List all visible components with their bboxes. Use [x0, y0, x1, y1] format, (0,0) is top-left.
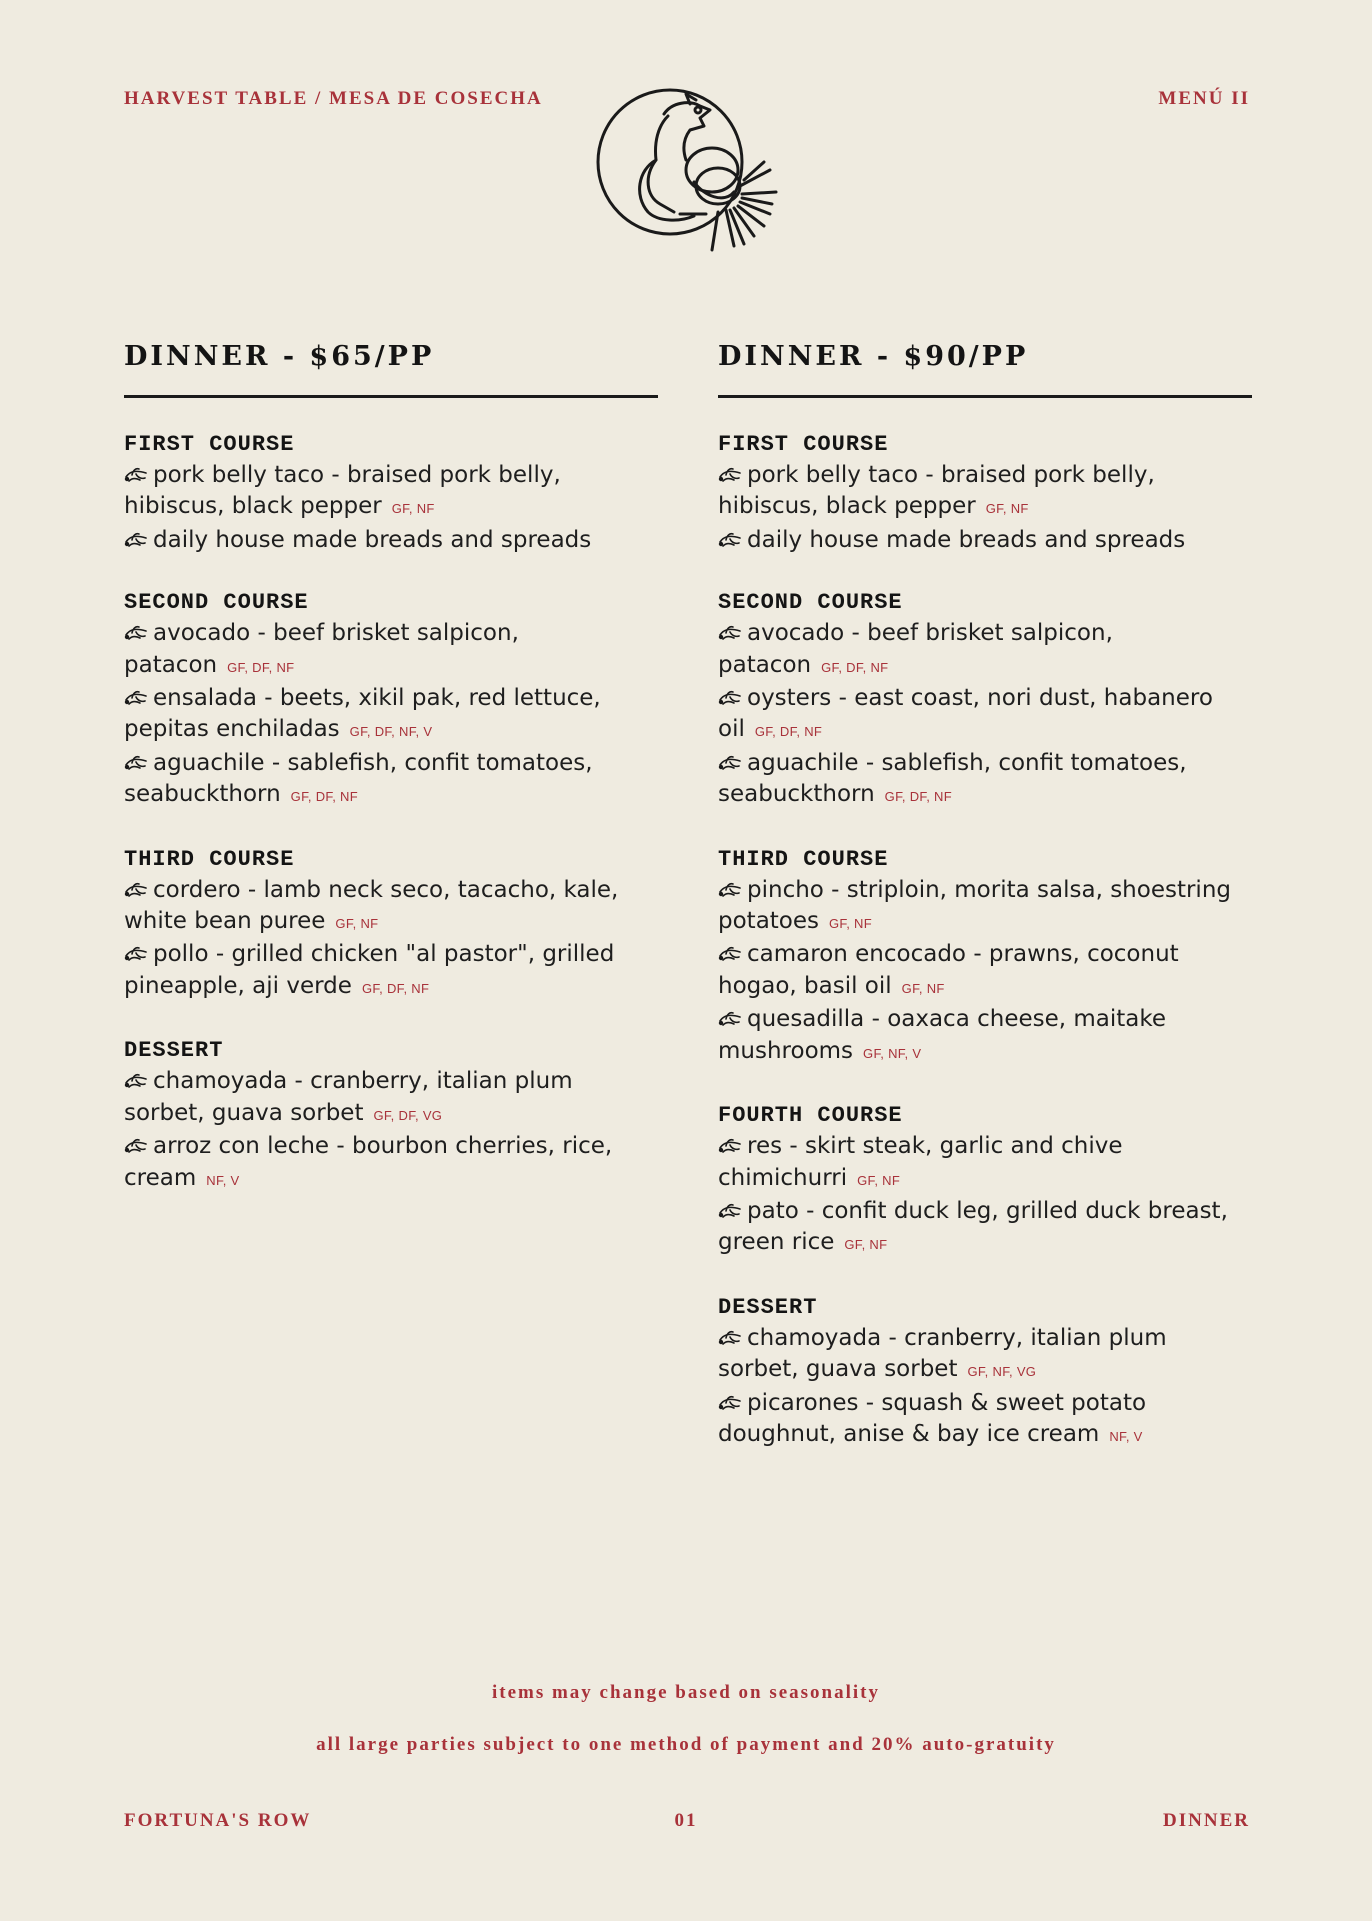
dietary-tags: GF, NF: [335, 916, 379, 932]
course-title: FOURTH COURSE: [718, 1103, 903, 1129]
leaf-bullet-icon: [718, 531, 742, 549]
menu-item-text: avocado - beef brisket salpicon, patacon: [718, 620, 1113, 678]
menu-column-65: [124, 340, 658, 1228]
leaf-bullet-icon: [718, 945, 742, 963]
menu-item: [718, 1196, 1252, 1261]
menu-item-text: pincho - striploin, morita salsa, shoestring potatoes: [718, 876, 1231, 935]
course-section: [124, 845, 658, 1005]
menu-item-text: oysters - east coast, nori dust, habanero oil: [718, 685, 1213, 743]
menu-title: DINNER - $65/PP: [124, 341, 435, 372]
course-section: [718, 1293, 1252, 1453]
dietary-tags: GF, NF, VG: [967, 1364, 1037, 1380]
course-section: [124, 1036, 658, 1196]
header-left-title: HARVEST TABLE / MESA DE COSECHA: [124, 88, 543, 109]
dietary-tags: GF, DF, NF, V: [349, 724, 433, 740]
dietary-tags: GF, NF: [901, 980, 945, 996]
seasonality-note: items may change based on seasonality: [491, 1682, 881, 1703]
menu-item-text: pork belly taco - braised pork belly, hibiscus, black pepper: [718, 462, 1155, 520]
leaf-bullet-icon: [124, 1137, 148, 1155]
menu-item-text: pollo - grilled chicken "al pastor", grilled pineapple, aji verde: [124, 941, 615, 999]
fox-emblem-icon: [594, 86, 780, 260]
footer-section-label: DINNER: [1163, 1810, 1250, 1831]
dietary-tags: GF, NF: [391, 501, 435, 517]
dietary-tags: GF, DF, NF: [361, 980, 430, 996]
menu-item-text: daily house made breads and spreads: [153, 526, 592, 553]
menu-item: [718, 1323, 1252, 1388]
menu-item-text: res - skirt steak, garlic and chive chimichurri: [718, 1133, 1123, 1191]
header-right-label: MENÚ II: [1158, 88, 1250, 109]
leaf-bullet-icon: [718, 881, 742, 899]
menu-item-text: quesadilla - oaxaca cheese, maitake mushrooms: [718, 1006, 1167, 1064]
menu-item: [124, 939, 658, 1004]
menu-title: DINNER - $90/PP: [718, 341, 1029, 372]
dietary-tags: NF, V: [1109, 1428, 1143, 1444]
course-title: SECOND COURSE: [718, 590, 903, 616]
course-section: [718, 588, 1252, 812]
course-section: [718, 1101, 1252, 1261]
dietary-tags: GF, NF: [985, 501, 1029, 517]
menu-item: [718, 618, 1252, 683]
course-title: THIRD COURSE: [718, 846, 889, 872]
dietary-tags: GF, DF, NF: [227, 659, 295, 675]
dietary-tags: GF, NF: [844, 1237, 888, 1253]
dietary-tags: GF, DF, NF: [821, 659, 889, 675]
dietary-tags: GF, NF, V: [863, 1045, 922, 1061]
menu-item-text: chamoyada - cranberry, italian plum sorbet, guava sorbet: [124, 1068, 573, 1126]
leaf-bullet-icon: [718, 1010, 742, 1028]
menu-item-text: chamoyada - cranberry, italian plum sorbet, guava sorbet: [718, 1324, 1167, 1383]
dietary-tags: GF, DF, NF: [754, 724, 823, 740]
menu-item-text: aguachile - sablefish, confit tomatoes, seabuckthorn: [124, 749, 593, 808]
course-section: [124, 430, 658, 556]
course-title: DESSERT: [124, 1038, 224, 1064]
footer-restaurant-name: FORTUNA'S ROW: [124, 1810, 312, 1831]
title-divider: [718, 395, 1252, 398]
dietary-tags: GF, DF, NF: [290, 789, 358, 805]
leaf-bullet-icon: [718, 1394, 742, 1412]
leaf-bullet-icon: [718, 1137, 742, 1155]
leaf-bullet-icon: [124, 1072, 148, 1090]
footer-page-number: 01: [674, 1810, 698, 1831]
menu-item: [124, 460, 658, 525]
leaf-bullet-icon: [718, 1202, 742, 1220]
title-divider: [124, 395, 658, 398]
menu-item-text: picarones - squash & sweet potato doughnut, anise & bay ice cream: [718, 1389, 1147, 1447]
menu-item: [718, 1131, 1252, 1196]
dietary-tags: GF, DF, NF: [884, 789, 952, 805]
menu-item: [718, 1004, 1252, 1069]
course-list: [124, 430, 658, 1196]
leaf-bullet-icon: [718, 1329, 742, 1347]
menu-item-text: aguachile - sablefish, confit tomatoes, seabuckthorn: [718, 749, 1187, 808]
menu-item: [718, 460, 1252, 525]
menu-item-text: avocado - beef brisket salpicon, patacon: [124, 620, 519, 678]
leaf-bullet-icon: [718, 624, 742, 642]
course-title: FIRST COURSE: [718, 432, 889, 457]
menu-item: [718, 875, 1252, 940]
course-list: [718, 430, 1252, 1452]
leaf-bullet-icon: [718, 689, 742, 707]
menu-item: [718, 525, 1252, 556]
menu-item: [124, 875, 658, 940]
menu-item: [124, 1131, 658, 1196]
menu-item-text: ensalada - beets, xikil pak, red lettuce, pepitas enchiladas: [124, 685, 601, 743]
menu-item-text: camaron encocado - prawns, coconut hogao, basil oil: [718, 941, 1179, 999]
menu-item: [124, 1066, 658, 1131]
course-section: [124, 588, 658, 812]
menu-item: [124, 525, 658, 556]
menu-item: [718, 683, 1252, 748]
menu-item: [124, 683, 658, 748]
course-title: DESSERT: [718, 1294, 818, 1320]
leaf-bullet-icon: [124, 466, 148, 484]
dietary-tags: NF, V: [206, 1172, 240, 1188]
menu-item-text: pato - confit duck leg, grilled duck breast, green rice: [718, 1197, 1228, 1256]
menu-column-90: [718, 340, 1252, 1484]
menu-item-text: daily house made breads and spreads: [747, 526, 1186, 553]
gratuity-note: all large parties subject to one method of payment and 20% auto-gratuity: [316, 1734, 1056, 1755]
menu-item-text: arroz con leche - bourbon cherries, rice, cream: [124, 1133, 613, 1191]
leaf-bullet-icon: [124, 689, 148, 707]
dietary-tags: GF, DF, VG: [373, 1107, 443, 1123]
leaf-bullet-icon: [124, 754, 148, 772]
leaf-bullet-icon: [124, 531, 148, 549]
leaf-bullet-icon: [124, 881, 148, 899]
menu-item: [718, 748, 1252, 813]
dietary-tags: GF, NF: [829, 916, 872, 932]
dietary-tags: GF, NF: [857, 1172, 901, 1188]
course-title: THIRD COURSE: [124, 846, 295, 872]
leaf-bullet-icon: [718, 754, 742, 772]
course-section: [718, 845, 1252, 1069]
leaf-bullet-icon: [124, 945, 148, 963]
menu-item: [124, 748, 658, 813]
menu-item-text: cordero - lamb neck seco, tacacho, kale, white bean puree: [124, 876, 619, 935]
leaf-bullet-icon: [124, 624, 148, 642]
course-title: SECOND COURSE: [124, 590, 309, 616]
menu-item-text: pork belly taco - braised pork belly, hibiscus, black pepper: [124, 462, 561, 520]
menu-item: [718, 939, 1252, 1004]
course-section: [718, 430, 1252, 556]
leaf-bullet-icon: [718, 466, 742, 484]
menu-item: [718, 1388, 1252, 1453]
course-title: FIRST COURSE: [124, 432, 295, 457]
menu-item: [124, 618, 658, 683]
